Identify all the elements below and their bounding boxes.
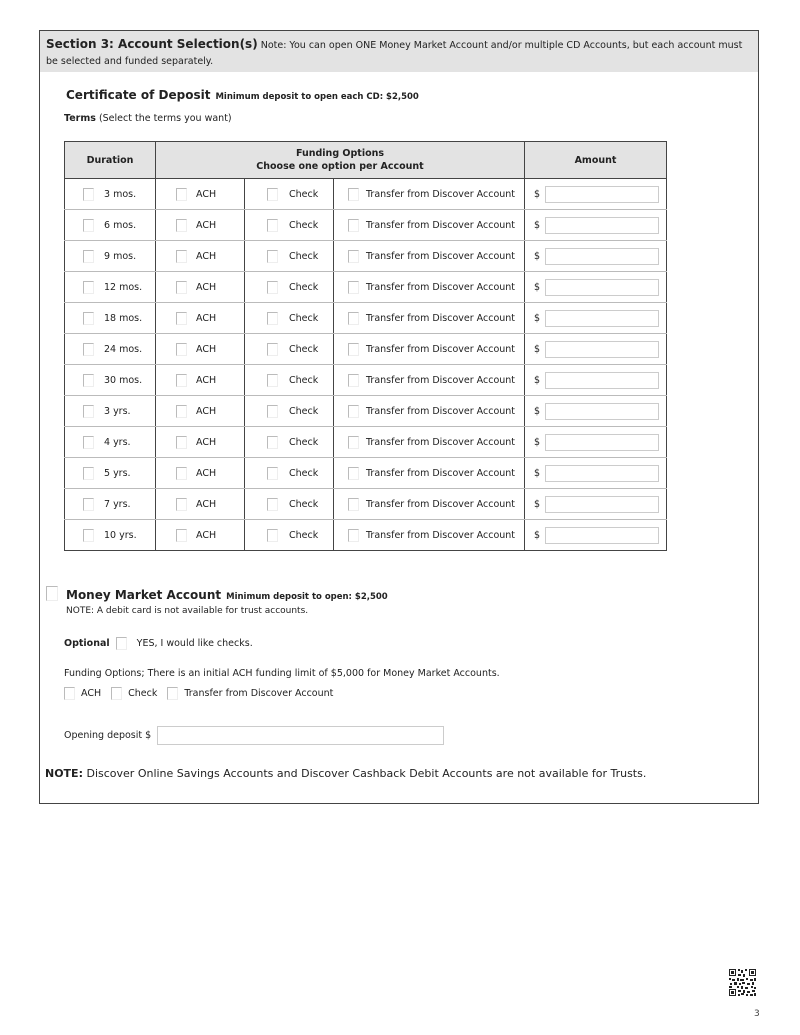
check-cell (245, 179, 334, 210)
transfer-checkbox[interactable] (348, 529, 359, 542)
check-cell (245, 489, 334, 520)
dollar-sign: $ (534, 343, 541, 355)
table-header-row (65, 142, 667, 179)
check-checkbox[interactable] (267, 250, 278, 263)
transfer-label: Transfer from Discover Account (366, 250, 516, 262)
ach-checkbox[interactable] (176, 436, 187, 449)
check-cell (245, 272, 334, 303)
mm-note: NOTE: A debit card is not available for trust accounts. (66, 606, 309, 616)
mm-minimum: Minimum deposit to open: $2,500 (226, 592, 388, 602)
term-checkbox[interactable] (83, 529, 94, 542)
transfer-label: Transfer from Discover Account (366, 281, 516, 293)
term-label: 7 yrs. (104, 498, 131, 510)
mm-check-label: Check (128, 688, 158, 699)
check-checkbox[interactable] (267, 343, 278, 356)
opening-deposit-line (64, 726, 444, 745)
transfer-cell (334, 365, 525, 396)
check-label: Check (289, 312, 319, 324)
duration-cell (65, 458, 156, 489)
checks-label: YES, I would like checks. (136, 638, 253, 649)
funding-options-header (156, 142, 525, 179)
term-label: 5 yrs. (104, 467, 131, 479)
ach-cell (156, 520, 245, 551)
term-checkbox[interactable] (83, 188, 94, 201)
term-label: 6 mos. (104, 219, 137, 231)
checks-checkbox[interactable] (116, 637, 127, 650)
funding-header-line1: Funding Options (295, 148, 385, 159)
transfer-checkbox[interactable] (348, 219, 359, 232)
table-row (65, 489, 667, 520)
check-label: Check (289, 219, 319, 231)
transfer-checkbox[interactable] (348, 188, 359, 201)
duration-cell (65, 396, 156, 427)
dollar-sign: $ (534, 312, 541, 324)
check-cell (245, 427, 334, 458)
duration-cell (65, 489, 156, 520)
amount-cell (525, 303, 667, 334)
opening-deposit-field[interactable] (157, 726, 444, 745)
ach-label: ACH (196, 436, 217, 448)
ach-label: ACH (196, 219, 217, 231)
duration-cell (65, 241, 156, 272)
transfer-cell (334, 241, 525, 272)
check-cell (245, 303, 334, 334)
check-cell (245, 458, 334, 489)
check-checkbox[interactable] (267, 312, 278, 325)
optional-label: Optional (64, 638, 110, 649)
ach-label: ACH (196, 405, 217, 417)
transfer-cell (334, 334, 525, 365)
amount-cell (525, 489, 667, 520)
amount-cell (525, 458, 667, 489)
cd-title: Certificate of Deposit (66, 88, 211, 102)
ach-label: ACH (196, 281, 217, 293)
table-row (65, 520, 667, 551)
section-header (40, 31, 758, 72)
dollar-sign: $ (534, 374, 541, 386)
check-checkbox[interactable] (267, 436, 278, 449)
check-label: Check (289, 374, 319, 386)
ach-cell (156, 365, 245, 396)
ach-checkbox[interactable] (176, 219, 187, 232)
amount-field[interactable] (545, 217, 659, 234)
check-label: Check (289, 188, 319, 200)
optional-checks-line (64, 637, 253, 650)
transfer-cell (334, 303, 525, 334)
check-label: Check (289, 250, 319, 262)
transfer-label: Transfer from Discover Account (366, 467, 516, 479)
ach-cell (156, 179, 245, 210)
transfer-label: Transfer from Discover Account (366, 529, 516, 541)
transfer-checkbox[interactable] (348, 436, 359, 449)
term-checkbox[interactable] (83, 219, 94, 232)
ach-label: ACH (196, 467, 217, 479)
table-row (65, 272, 667, 303)
dollar-sign: $ (534, 188, 541, 200)
ach-label: ACH (196, 188, 217, 200)
trust-note-text: Discover Online Savings Accounts and Discover Cashback Debit Accounts are not available for Trusts. (86, 767, 647, 780)
table-row (65, 303, 667, 334)
mm-transfer-checkbox[interactable] (167, 687, 178, 700)
ach-cell (156, 458, 245, 489)
amount-cell (525, 396, 667, 427)
amount-header: Amount (525, 142, 667, 179)
terms-hint: (Select the terms you want) (98, 113, 232, 124)
check-checkbox[interactable] (267, 219, 278, 232)
duration-cell (65, 520, 156, 551)
dollar-sign: $ (534, 405, 541, 417)
duration-cell (65, 334, 156, 365)
term-label: 12 mos. (104, 281, 143, 293)
transfer-cell (334, 179, 525, 210)
mm-ach-label: ACH (81, 688, 102, 699)
mm-heading (66, 588, 388, 602)
check-cell (245, 210, 334, 241)
ach-checkbox[interactable] (176, 343, 187, 356)
duration-cell (65, 179, 156, 210)
check-checkbox[interactable] (267, 188, 278, 201)
amount-field[interactable] (545, 186, 659, 203)
transfer-cell (334, 210, 525, 241)
check-checkbox[interactable] (267, 467, 278, 480)
check-cell (245, 334, 334, 365)
term-checkbox[interactable] (83, 498, 94, 511)
check-checkbox[interactable] (267, 281, 278, 294)
transfer-cell (334, 427, 525, 458)
trust-note (45, 767, 646, 780)
trust-note-label: NOTE: (45, 767, 83, 780)
term-label: 10 yrs. (104, 529, 137, 541)
amount-field[interactable] (545, 527, 659, 544)
ach-label: ACH (196, 374, 217, 386)
ach-label: ACH (196, 498, 217, 510)
term-label: 30 mos. (104, 374, 143, 386)
section-title: Section 3: Account Selection(s) (46, 37, 258, 51)
amount-cell (525, 334, 667, 365)
term-label: 4 yrs. (104, 436, 131, 448)
dollar-sign: $ (534, 219, 541, 231)
check-label: Check (289, 281, 319, 293)
ach-cell (156, 489, 245, 520)
check-label: Check (289, 467, 319, 479)
ach-cell (156, 334, 245, 365)
table-row (65, 179, 667, 210)
duration-cell (65, 365, 156, 396)
ach-checkbox[interactable] (176, 281, 187, 294)
amount-cell (525, 365, 667, 396)
amount-field[interactable] (545, 465, 659, 482)
mm-check-checkbox[interactable] (111, 687, 122, 700)
amount-cell (525, 272, 667, 303)
amount-cell (525, 520, 667, 551)
transfer-label: Transfer from Discover Account (366, 498, 516, 510)
cd-table-body (65, 179, 667, 551)
dollar-sign: $ (534, 436, 541, 448)
dollar-sign: $ (534, 498, 541, 510)
term-label: 18 mos. (104, 312, 143, 324)
mm-ach-checkbox[interactable] (64, 687, 75, 700)
check-checkbox[interactable] (267, 405, 278, 418)
account-selection-section (39, 30, 759, 804)
term-label: 9 mos. (104, 250, 137, 262)
transfer-checkbox[interactable] (348, 250, 359, 263)
term-checkbox[interactable] (83, 343, 94, 356)
table-row (65, 210, 667, 241)
ach-checkbox[interactable] (176, 467, 187, 480)
amount-cell (525, 179, 667, 210)
table-row (65, 396, 667, 427)
dollar-sign: $ (534, 529, 541, 541)
term-label: 24 mos. (104, 343, 143, 355)
table-row (65, 427, 667, 458)
duration-header: Duration (65, 142, 156, 179)
check-cell (245, 396, 334, 427)
term-label: 3 yrs. (104, 405, 131, 417)
ach-cell (156, 241, 245, 272)
term-checkbox[interactable] (83, 281, 94, 294)
ach-checkbox[interactable] (176, 312, 187, 325)
transfer-cell (334, 272, 525, 303)
check-label: Check (289, 343, 319, 355)
amount-field[interactable] (545, 403, 659, 420)
ach-cell (156, 427, 245, 458)
term-checkbox[interactable] (83, 467, 94, 480)
cd-minimum: Minimum deposit to open each CD: $2,500 (215, 92, 419, 102)
amount-field[interactable] (545, 496, 659, 513)
transfer-label: Transfer from Discover Account (366, 312, 516, 324)
cd-terms-table (64, 141, 667, 551)
table-row (65, 458, 667, 489)
check-cell (245, 241, 334, 272)
check-cell (245, 365, 334, 396)
transfer-checkbox[interactable] (348, 312, 359, 325)
funding-header-line2: Choose one option per Account (256, 161, 424, 172)
transfer-label: Transfer from Discover Account (366, 219, 516, 231)
ach-cell (156, 303, 245, 334)
transfer-cell (334, 458, 525, 489)
ach-cell (156, 272, 245, 303)
check-label: Check (289, 405, 319, 417)
transfer-cell (334, 520, 525, 551)
mm-transfer-label: Transfer from Discover Account (184, 688, 334, 699)
ach-checkbox[interactable] (176, 529, 187, 542)
ach-checkbox[interactable] (176, 374, 187, 387)
ach-label: ACH (196, 343, 217, 355)
check-label: Check (289, 498, 319, 510)
ach-checkbox[interactable] (176, 498, 187, 511)
term-checkbox[interactable] (83, 374, 94, 387)
term-checkbox[interactable] (83, 405, 94, 418)
amount-field[interactable] (545, 279, 659, 296)
check-label: Check (289, 529, 319, 541)
transfer-label: Transfer from Discover Account (366, 405, 516, 417)
amount-cell (525, 210, 667, 241)
ach-label: ACH (196, 529, 217, 541)
cd-heading (66, 88, 419, 102)
transfer-cell (334, 489, 525, 520)
table-row (65, 365, 667, 396)
ach-label: ACH (196, 312, 217, 324)
page-number: 3 (754, 1009, 760, 1019)
term-checkbox[interactable] (83, 312, 94, 325)
amount-cell (525, 427, 667, 458)
ach-label: ACH (196, 250, 217, 262)
mm-title: Money Market Account (66, 588, 222, 602)
transfer-label: Transfer from Discover Account (366, 374, 516, 386)
ach-checkbox[interactable] (176, 188, 187, 201)
terms-line (64, 113, 232, 124)
opening-deposit-label: Opening deposit $ (64, 730, 152, 741)
money-market-checkbox[interactable] (46, 586, 58, 601)
transfer-label: Transfer from Discover Account (366, 436, 516, 448)
check-checkbox[interactable] (267, 498, 278, 511)
ach-cell (156, 210, 245, 241)
table-row (65, 241, 667, 272)
check-label: Check (289, 436, 319, 448)
transfer-label: Transfer from Discover Account (366, 343, 516, 355)
amount-cell (525, 241, 667, 272)
transfer-checkbox[interactable] (348, 374, 359, 387)
ach-cell (156, 396, 245, 427)
table-row (65, 334, 667, 365)
dollar-sign: $ (534, 250, 541, 262)
qr-code-icon (728, 968, 757, 997)
amount-field[interactable] (545, 248, 659, 265)
duration-cell (65, 210, 156, 241)
section-note: Note: You can open ONE Money Market Account and/or multiple CD Accounts, but each account must be selected and funded separately. (46, 40, 743, 67)
transfer-checkbox[interactable] (348, 405, 359, 418)
duration-cell (65, 272, 156, 303)
duration-cell (65, 303, 156, 334)
transfer-label: Transfer from Discover Account (366, 188, 516, 200)
transfer-checkbox[interactable] (348, 467, 359, 480)
transfer-cell (334, 396, 525, 427)
dollar-sign: $ (534, 281, 541, 293)
ach-checkbox[interactable] (176, 250, 187, 263)
check-checkbox[interactable] (267, 374, 278, 387)
transfer-checkbox[interactable] (348, 343, 359, 356)
ach-checkbox[interactable] (176, 405, 187, 418)
dollar-sign: $ (534, 467, 541, 479)
duration-cell (65, 427, 156, 458)
term-checkbox[interactable] (83, 436, 94, 449)
transfer-checkbox[interactable] (348, 281, 359, 294)
check-checkbox[interactable] (267, 529, 278, 542)
term-checkbox[interactable] (83, 250, 94, 263)
amount-field[interactable] (545, 434, 659, 451)
amount-field[interactable] (545, 341, 659, 358)
transfer-checkbox[interactable] (348, 498, 359, 511)
mm-funding-options (64, 687, 343, 700)
check-cell (245, 520, 334, 551)
terms-label: Terms (64, 113, 96, 124)
term-label: 3 mos. (104, 188, 137, 200)
mm-funding-text: Funding Options; There is an initial ACH funding limit of $5,000 for Money Market Accounts. (64, 668, 500, 679)
amount-field[interactable] (545, 372, 659, 389)
amount-field[interactable] (545, 310, 659, 327)
